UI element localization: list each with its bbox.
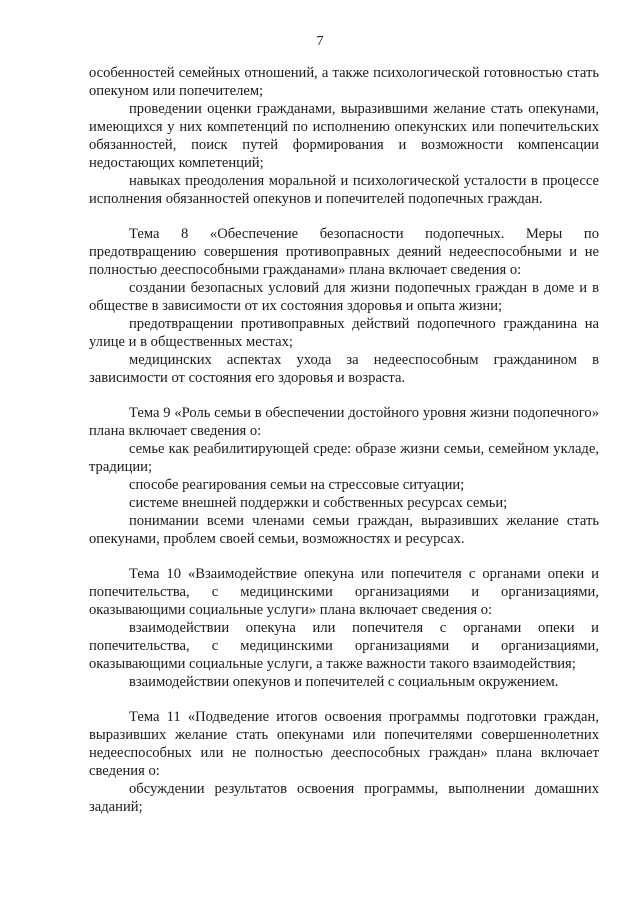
page-number: 7 [316, 34, 324, 49]
paragraph: предотвращении противоправных действий подопечного гражданина на улице и в общественных местах; [89, 316, 599, 350]
paragraph: системе внешней поддержки и собственных ресурсах семьи; [129, 495, 508, 511]
body-text [89, 64, 599, 816]
paragraph: медицинских аспектах ухода за недееспособным гражданином в зависимости от состояния его здоровья и возраста. [89, 352, 599, 386]
paragraph: Тема 11 «Подведение итогов освоения программы подготовки граждан, выразивших желание стать опекунами или попечителями совершеннолетних недееспособных или не полностью дееспособных граждан» плана включает сведения о: [89, 709, 599, 779]
paragraph: понимании всеми членами семьи граждан, выразивших желание стать опекунами, проблем своей семьи, возможностях и ресурсах. [89, 513, 599, 547]
paragraph: особенностей семейных отношений, а также психологической готовностью стать опекуном или попечителем; [89, 65, 599, 99]
paragraph: Тема 9 «Роль семьи в обеспечении достойного уровня жизни подопечного» плана включает сведения о: [89, 405, 599, 439]
paragraph: обсуждении результатов освоения программы, выполнении домашних заданий; [89, 781, 599, 815]
paragraph: Тема 10 «Взаимодействие опекуна или попечителя с органами опеки и попечительства, с медицинскими организациями и организациями, оказывающими социальные услуги» плана включает сведения о: [89, 566, 599, 618]
paragraph: проведении оценки гражданами, выразившими желание стать опекунами, имеющихся у них компетенций по исполнению опекунских или попечительских обязанностей, поиск путей формирования и возможности компенсации недостающих компетенций; [89, 101, 599, 171]
paragraph: способе реагирования семьи на стрессовые ситуации; [129, 477, 465, 493]
paragraph: навыках преодоления моральной и психологической усталости в процессе исполнения обязанностей опекунов и попечителей подопечных граждан. [89, 173, 599, 207]
paragraph: создании безопасных условий для жизни подопечных граждан в доме и в обществе в зависимости от их состояния здоровья и опыта жизни; [89, 280, 599, 314]
paragraph: взаимодействии опекунов и попечителей с социальным окружением. [129, 674, 559, 690]
paragraph: взаимодействии опекуна или попечителя с органами опеки и попечительства, с медицинскими организациями и организациями, оказывающими социальные услуги, а также важности такого взаимодействия; [89, 620, 599, 672]
paragraph: семье как реабилитирующей среде: образе жизни семьи, семейном укладе, традиции; [89, 441, 599, 475]
paragraph: Тема 8 «Обеспечение безопасности подопечных. Меры по предотвращению совершения противоправных деяний недееспособными и не полностью дееспособными гражданами» плана включает сведения о: [89, 226, 599, 278]
